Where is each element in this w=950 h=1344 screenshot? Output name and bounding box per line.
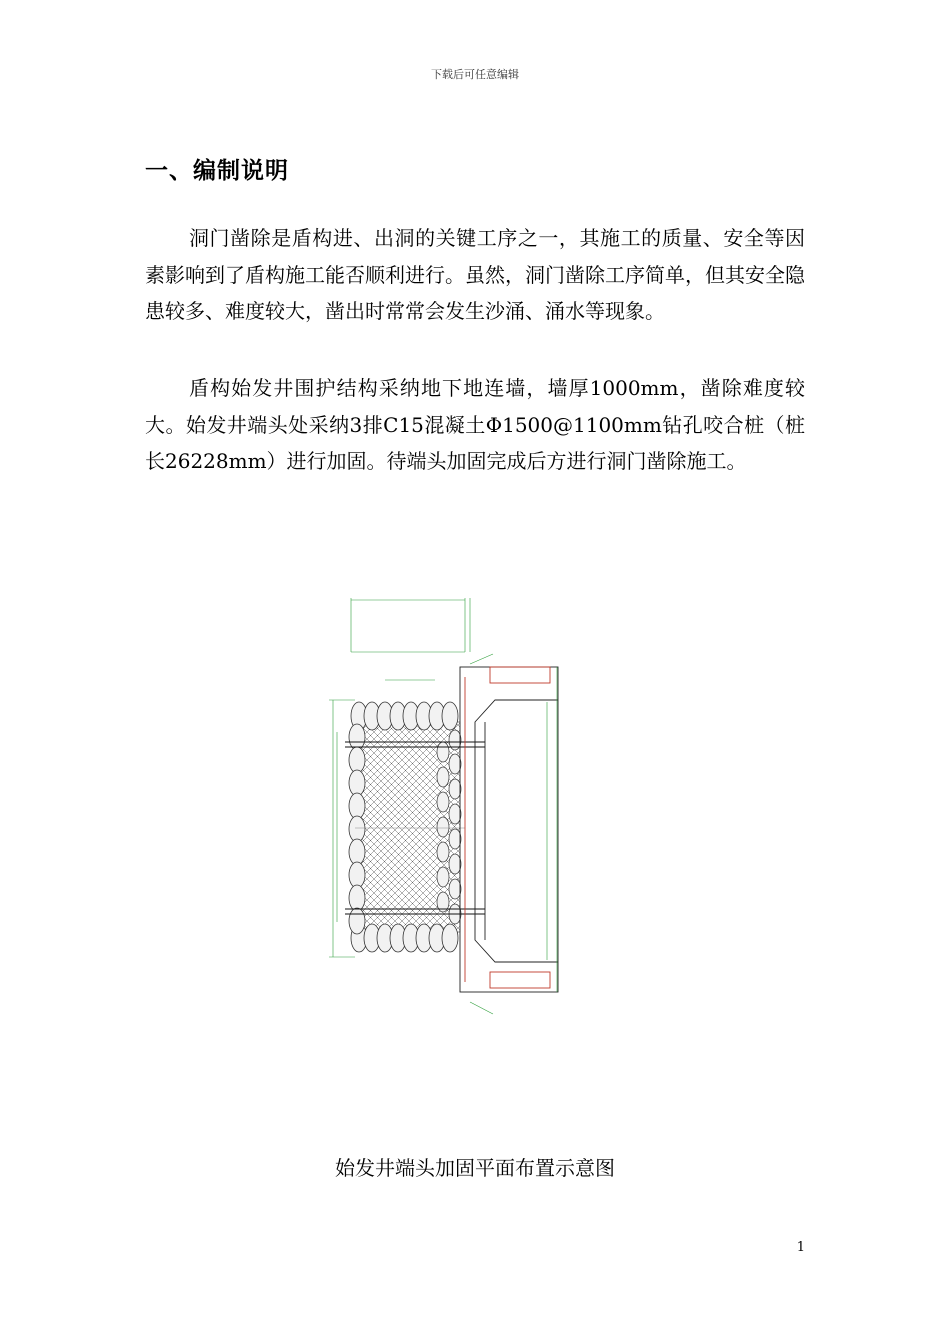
paragraph-2: 盾构始发井围护结构采纳地下地连墙，墙厚1000mm，凿除难度较大。始发井端头处采纳3排C15混凝土Φ1500@1100mm钻孔咬合桩（桩长26228mm）进行加固。待端头加固完成后方进行洞门凿除施工。 xyxy=(145,376,805,473)
pile-column-left xyxy=(349,724,365,934)
paragraph-1: 洞门凿除是盾构进、出洞的关键工序之一，其施工的质量、安全等因素影响到了盾构施工能否顺利进行。虽然，洞门凿除工序简单，但其安全隐患较多、难度较大，凿出时常常会发生沙涌、涌水等现象。 xyxy=(145,226,805,323)
wall-segments xyxy=(465,667,550,988)
plan-drawing xyxy=(325,592,565,1032)
section-heading: 一、编制说明 xyxy=(145,158,289,184)
reinforcement-plan-figure xyxy=(325,592,565,1032)
figure-caption: 始发井端头加固平面布置示意图 xyxy=(335,1156,615,1180)
right-dimension-line xyxy=(547,667,557,992)
top-dimension-lines xyxy=(351,598,470,652)
shaft-outline xyxy=(460,667,558,992)
page-header: 下载后可任意编辑 xyxy=(431,68,519,81)
page-number: 1 xyxy=(796,1240,805,1255)
